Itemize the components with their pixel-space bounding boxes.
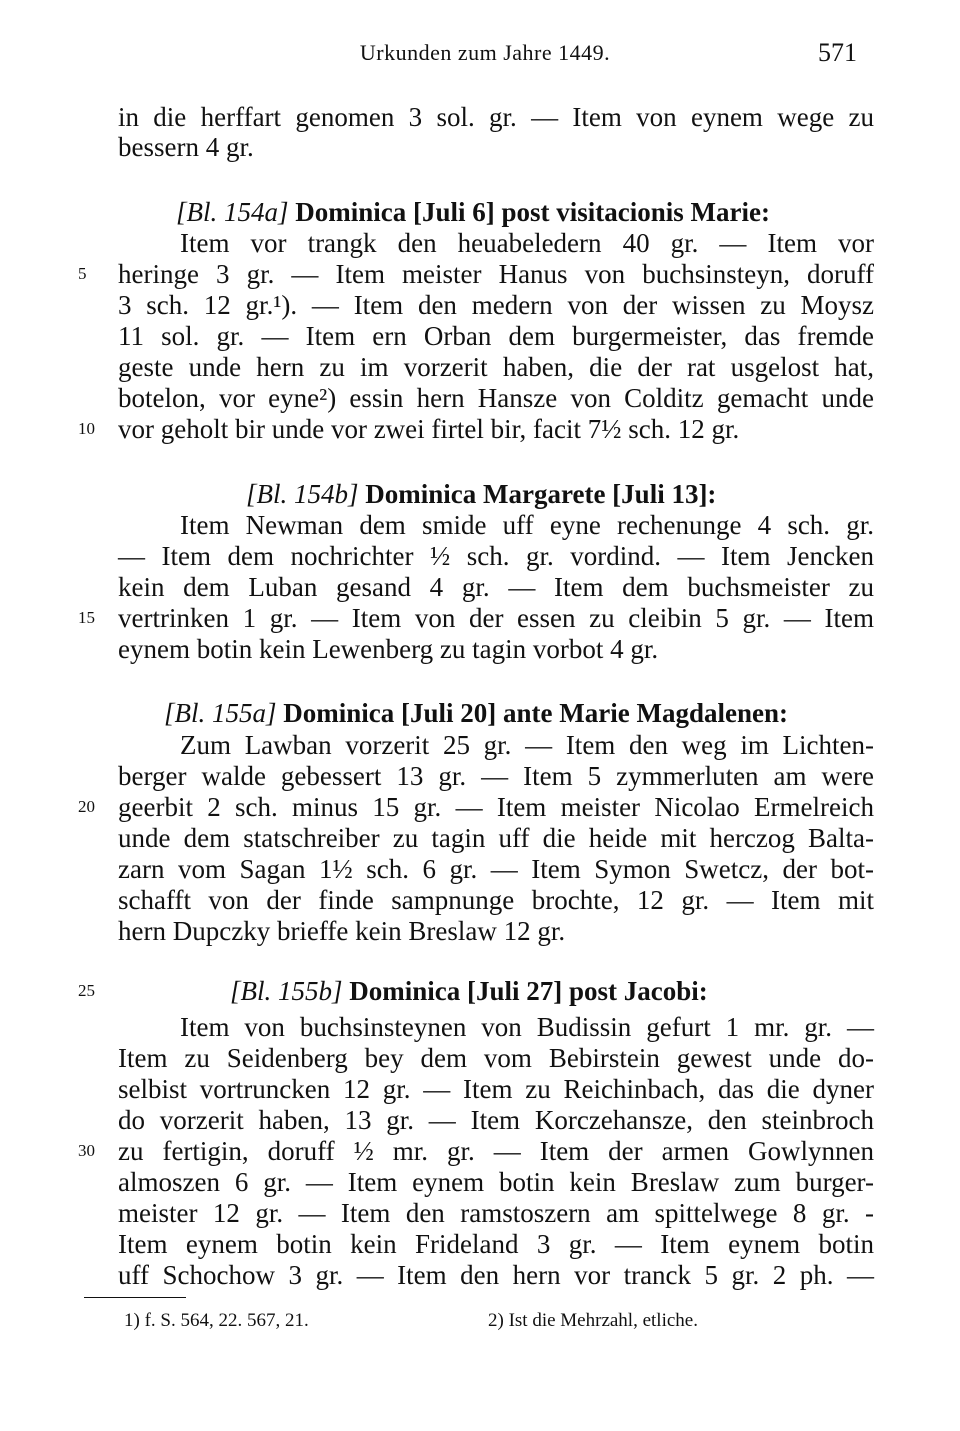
footnote [124, 1308, 309, 1334]
text-line: schafft von der finde sampnunge brochte, 12 gr. — Item mit [118, 885, 874, 915]
footnote-mark: 2) [488, 1310, 504, 1331]
footnote-text: f. S. 564, 22. 567, 21. [144, 1310, 309, 1331]
section-heading [176, 196, 770, 228]
text-line: uff Schochow 3 gr. — Item den hern vor tranck 5 gr. 2 ph. — [118, 1260, 874, 1290]
folio-reference: [Bl. 154a] [176, 197, 289, 227]
line-number: 20 [78, 797, 95, 816]
text-line: selbist vortruncken 12 gr. — Item zu Reichinbach, das die dyner [118, 1074, 874, 1104]
footnote-rule [84, 1297, 186, 1298]
text-line: 3 sch. 12 gr.¹). — Item den medern von der wissen zu Moysz [118, 290, 874, 320]
line-number: 10 [78, 419, 95, 438]
text-line: Item zu Seidenberg bey dem vom Bebirstein gewest unde do- [118, 1043, 874, 1073]
text-line: Item Newman dem smide uff eyne rechenunge 4 sch. gr. [180, 510, 874, 540]
text-line: unde dem statschreiber zu tagin uff die heide mit herczog Balta- [118, 823, 874, 853]
line-number: 25 [78, 981, 95, 1000]
text-line: vertrinken 1 gr. — Item von der essen zu cleibin 5 gr. — Item [118, 603, 874, 633]
text-line: zu fertigin, doruff ½ mr. gr. — Item der armen Gowlynnen [118, 1136, 874, 1166]
text-line: hern Dupczky brieffe kein Breslaw 12 gr. [118, 916, 566, 946]
text-line: zarn vom Sagan 1½ sch. 6 gr. — Item Symon Swetcz, der bot- [118, 854, 874, 884]
text-line: geste unde hern zu im vorzerit haben, die der rat usgelost hat, [118, 352, 874, 382]
text-line: eynem botin kein Lewenberg zu tagin vorbot 4 gr. [118, 634, 659, 664]
heading-title: Dominica [Juli 20] ante Marie Magdalenen: [283, 698, 788, 728]
heading-title: Dominica Margarete [Juli 13]: [365, 479, 717, 509]
text-line: meister 12 gr. — Item den ramstoszern am spittelwege 8 gr. - [118, 1198, 874, 1228]
text-line: almoszen 6 gr. — Item eynem botin kein Breslaw zum burger- [118, 1167, 874, 1197]
line-number: 15 [78, 608, 95, 627]
text-line: botelon, vor eyne²) essin hern Hansze von Colditz gemacht unde [118, 383, 874, 413]
text-line: Item von buchsinsteynen von Budissin gefurt 1 mr. gr. — [180, 1012, 874, 1042]
heading-title: Dominica [Juli 6] post visitacionis Marie: [295, 197, 770, 227]
footnote-mark: 1) [124, 1310, 140, 1331]
text-line: Item vor trangk den heuabeledern 40 gr. — Item vor [180, 228, 874, 258]
page-number: 571 [818, 38, 857, 67]
text-line: — Item dem nochrichter ½ sch. gr. vordind. — Item Jencken [118, 541, 874, 571]
text-line: berger walde gebessert 13 gr. — Item 5 zymmerluten am were [118, 761, 874, 791]
text-line: vor geholt bir unde vor zwei firtel bir, facit 7½ sch. 12 gr. [118, 414, 740, 444]
footnote [488, 1308, 698, 1334]
footnote-text: Ist die Mehrzahl, etliche. [508, 1310, 698, 1331]
text-line: heringe 3 gr. — Item meister Hanus von buchsinsteyn, doruff [118, 259, 874, 289]
text-line: in die herffart genomen 3 sol. gr. — Item von eynem wege zu [118, 102, 874, 132]
folio-reference: [Bl. 154b] [246, 479, 359, 509]
text-line: do vorzerit haben, 13 gr. — Item Korczehansze, den steinbroch [118, 1105, 874, 1135]
section-heading [164, 697, 788, 729]
line-number: 30 [78, 1141, 95, 1160]
folio-reference: [Bl. 155a] [164, 698, 277, 728]
section-heading [246, 478, 716, 510]
text-line: kein dem Luban gesand 4 gr. — Item dem buchsmeister zu [118, 572, 874, 602]
text-line: Zum Lawban vorzerit 25 gr. — Item den weg im Lichten- [180, 730, 874, 760]
text-line: 11 sol. gr. — Item ern Orban dem burgermeister, das fremde [118, 321, 874, 351]
line-number: 5 [78, 264, 87, 283]
heading-title: Dominica [Juli 27] post Jacobi: [349, 976, 708, 1006]
folio-reference: [Bl. 155b] [230, 976, 343, 1006]
text-line: Item eynem botin kein Frideland 3 gr. — Item eynem botin [118, 1229, 874, 1259]
running-title: Urkunden zum Jahre 1449. [359, 40, 611, 65]
text-line: bessern 4 gr. [118, 132, 254, 162]
text-line: geerbit 2 sch. minus 15 gr. — Item meister Nicolao Ermelreich [118, 792, 874, 822]
section-heading [230, 975, 708, 1007]
